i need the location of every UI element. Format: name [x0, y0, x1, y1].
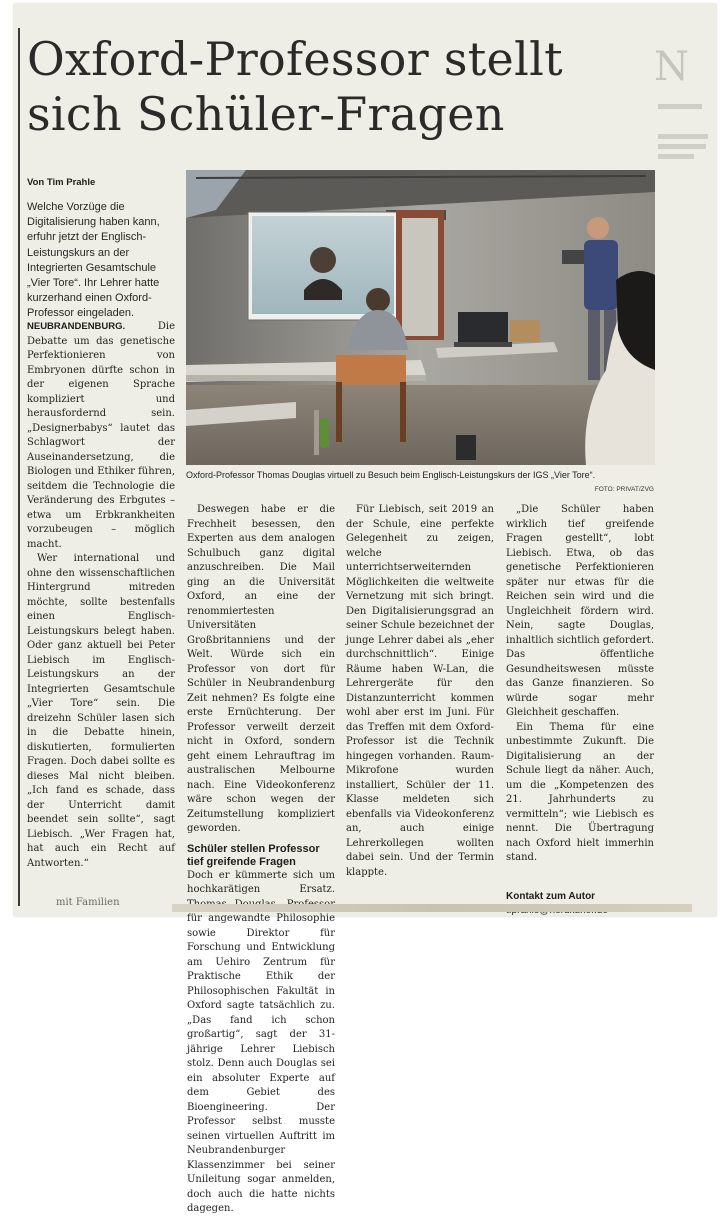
paragraph-7: Ein Thema für eine unbestimmte Zukunft. Die Digitalisierung an der Schule liegt da näher. Auch, um die „Kompetenzen des 21. Jahrhunderts zu vermitteln“; wie Liebisch es nennt. Die Übertragung nach Oxford hielt immerhin stand.	[506, 721, 654, 863]
headline-line-1: Oxford-Professor stellt	[27, 32, 563, 86]
paragraph-2: Wer international und ohne den wissenschaftlichen Hintergrund mitreden möchte, sollte bestenfalls einen Englisch-Leistungskurs belegt haben. Oder ganz aktuell bei Peter Liebisch im Englisch-Leistungskurs an der Integrierten Gesamtschule „Vier Tore“ sein. Die dreizehn Schüler lasen sich in die Debatte hinein, diskutierten, formulierten Fragen. Doch dabei sollte es dieses Mal nicht bleiben. „Ich fand es schade, dass der Unterricht damit beendet sein sollte“, sagt Liebisch. „Wer Fragen hat, hat auch ein Recht auf Antworten.“	[27, 553, 175, 869]
adjacent-text-line	[658, 144, 706, 149]
column-2-continued	[187, 503, 335, 837]
article-column-2	[187, 503, 335, 1217]
paragraph-6: „Die Schüler haben wirklich tief greifende Fragen gestellt“, lobt Liebisch. Etwa, ob das genetische Perfektionieren später nur etwas für die Reichen sein wird und die Ungleichheit fördern wird. Nein, sagte Douglas, inhaltlich sichtlich gefordert. Das öffentliche Gesundheitswesen müsste das Ganze finanzieren. So würde sogar mehr Gleichheit geschaffen.	[506, 504, 654, 718]
subheading: Schüler stellen Professor tief greifende Fragen	[187, 842, 320, 868]
page-edge-strip	[172, 904, 692, 912]
paragraph-5: Für Liebisch, seit 2019 an der Schule, eine perfekte Gelegenheit zu zeigen, welche unterrichtserweiternden Möglichkeiten die weltweite Vernetzung mit sich bringt. Den Digitalisierungsgrad an seiner Schule bezeichnet der junge Lehrer dabei als „eher durchschnittlich“. Einige Räume haben W-Lan, die Lehrergeräte für den Distanzunterricht kommen wohl aber erst im Juni. Für das Treffen mit dem Oxford-Professor ist die Technik hingegen vorhanden. Raum-Mikrofone wurden installiert, Schüler der 11. Klasse meldeten sich ebenfalls via Videokonferenz an, auch einige Lehrerkollegen wollten dabei sein. Und der Termin klappte.	[346, 504, 494, 878]
author-contact-label: Kontakt zum Autor	[506, 890, 596, 902]
byline: Von Tim Prahle	[27, 177, 96, 188]
article-column-3	[346, 503, 494, 880]
paragraph-1-text: Die Debatte um das genetische Perfektionieren von Embryonen dürfte schon in der eigenen Sprache kompliziert und herausfordernd sein. „Designerbabys“ lautet das Schlagwort der Auseinandersetzung, die Biologen und Ethiker führen, seitdem die Technologie die Veränderung des Erbgutes – etwa um Erbkrankheiten vorzubeugen – möglich macht.	[27, 321, 175, 550]
adjacent-text-line	[658, 134, 708, 139]
article-photo	[186, 170, 655, 465]
adjacent-text-line	[658, 104, 702, 109]
photo-credit: FOTO: PRIVAT/ZVG	[594, 486, 654, 493]
article-column-1	[27, 320, 175, 890]
paragraph-4: Doch er kümmerte sich um hochkarätigen Ersatz. für angewandte Philosophie sowie Direktor für Forschung und Entwicklung am Uehiro Zentrum für Praktische Ethik der Philosophischen Fakultät in Oxford sagte tatsächlich zu. „Das fand ich schon großartig“, sagt der 31-jährige Lehrer Liebisch stolz. Denn auch Douglas sei ein absoluter Experte auf dem Gebiet des Bioengineering. Der Professor selbst musste seinen virtuellen Auftritt im Neubrandenburger Klassenzimmer bei seiner Unileitung sogar anmelden, doch auch die hatte nichts dagegen.	[187, 869, 335, 1214]
column-rule	[18, 36, 20, 906]
paragraph-3: Deswegen habe er die Frechheit besessen, den Experten aus dem analogen Schulbuch ganz digital anzuschreiben. Die Mail ging an die Universität Oxford, an eine der renommiertesten Universitäten Großbritanniens und der Welt. Würde sich ein Professor von dort für Schüler in Neubrandenburg Zeit nehmen? Es folgte eine erste Ernüchterung. Der Professor verweilt derzeit nicht in Oxford, sondern geht einem Lehrauftrag im australischen Melbourne nach. Eine Videokonferenz wäre schon wegen der Zeitumstellung kompliziert geworden.	[187, 504, 335, 834]
adjacent-text-line	[658, 154, 694, 159]
paragraph-1	[27, 320, 175, 552]
column-rule	[18, 28, 20, 36]
headline-line-2: sich Schüler-Fragen	[27, 87, 505, 141]
article-headline	[27, 32, 657, 142]
adjacent-article-fragment	[654, 4, 716, 194]
adjacent-headline-fragment: N	[654, 44, 689, 90]
article-lead: Welche Vorzüge die Digitalisierung haben kann, erfuhr jetzt der Englisch-Leistungskurs an der Integrierten Gesamtschule „Vier Tore“. Ihr Lehrer hatte kurzerhand einen Oxford-Professor eingeladen.	[27, 201, 160, 320]
photo-caption: Oxford-Professor Thomas Douglas virtuell zu Besuch beim Englisch-Leistungskurs der IGS „Vier Tore“.	[186, 470, 596, 480]
adjacent-article-fragment-text: mit Familien	[56, 897, 120, 908]
dateline: NEUBRANDENBURG.	[27, 321, 126, 332]
classroom-photo	[186, 170, 655, 465]
article-column-4	[506, 503, 654, 919]
